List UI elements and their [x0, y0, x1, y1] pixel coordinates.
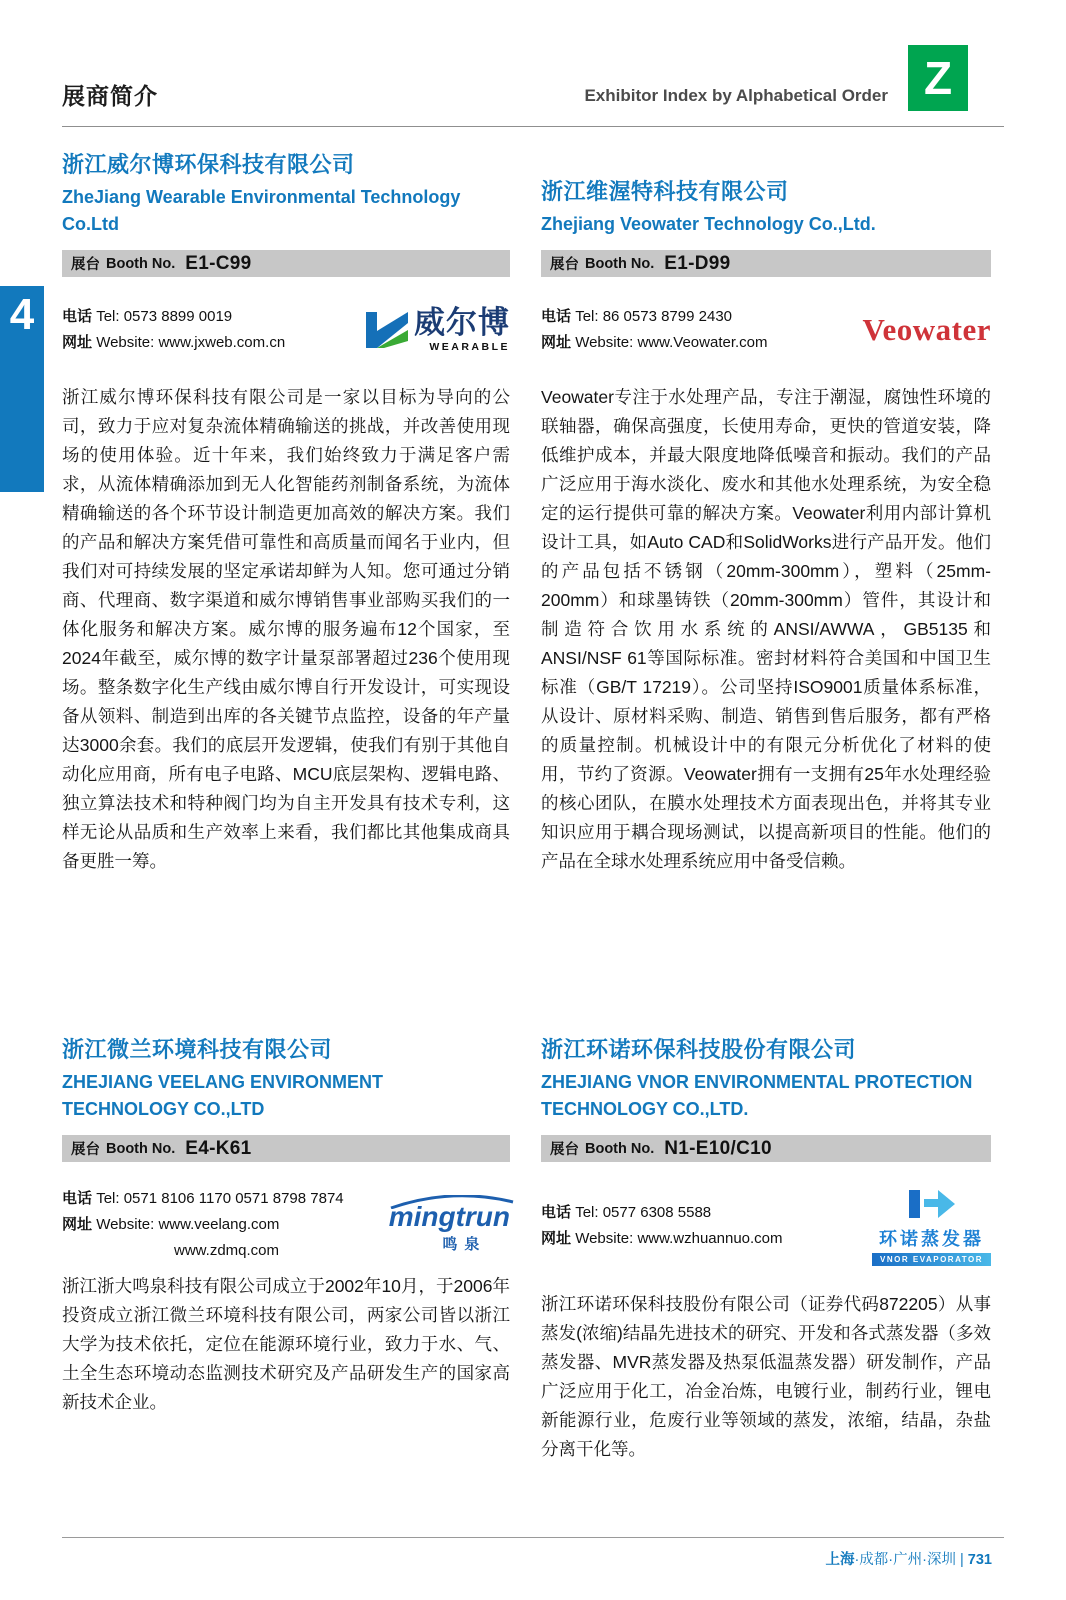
- website-line: [62, 1212, 344, 1238]
- veowater-logo: Veowater: [862, 312, 991, 347]
- company-description: 浙江威尔博环保科技有限公司是一家以目标为导向的公司，致力于应对复杂流体精确输送的挑战，并改善使用现场的使用体验。近十年来，我们始终致力于满足客户需求，从流体精确添加到无人化智能药剂制备系统，为流体精确输送的各个环节设计制造更加高效的解决方案。我们的产品和解决方案凭借可靠性和高质量而闻名于业内，但我们对可持续发展的坚定承诺却鲜为人知。您可通过分销商、代理商、数字渠道和威尔博销售事业部购买我们的一体化服务和解决方案。威尔博的服务遍布12个国家，至2024年截至，威尔博的数字计量泵部署超过236个使用现场。整条数字化生产线由威尔博自行开发设计，可实现设备从领料、制造到出库的各关键节点监控，设备的年产量达3000余套。我们的底层开发逻辑，使我们有别于其他自动化应用商，所有电子电路、MCU底层架构、逻辑电路、独立算法技术和特种阀门均为自主开发具有技术专利，这样无论从品质和生产效率上来看，我们都比其他集成商具备更胜一筹。: [62, 387, 510, 871]
- contact-row: [62, 301, 510, 359]
- header-divider: [62, 126, 1004, 127]
- wearable-logo: [364, 307, 510, 353]
- contact-lines: [541, 304, 768, 356]
- exhibitor-card-vnor: [541, 1035, 991, 1464]
- website-line: [62, 330, 285, 356]
- footer-city-primary: 上海: [825, 1552, 855, 1568]
- page-title-en: Exhibitor Index by Alphabetical Order: [584, 86, 888, 105]
- booth-label-cn: 展台: [550, 1142, 579, 1158]
- website-value: www.Veowater.com: [637, 334, 768, 351]
- footer-divider: [62, 1537, 1004, 1538]
- tel-line: [62, 1186, 344, 1212]
- booth-bar: [541, 1135, 991, 1162]
- vnor-logo-text: 环诺蒸发器: [879, 1229, 985, 1249]
- vnor-logo-subtext: VNOR EVAPORATOR: [872, 1253, 991, 1266]
- company-name-en: ZHEJIANG VNOR ENVIRONMENTAL PROTECTION TECHNOLOGY CO.,LTD.: [541, 1072, 973, 1119]
- contact-lines: [62, 1186, 344, 1264]
- website-value: www.wzhuannuo.com: [637, 1230, 783, 1247]
- wearable-logo-text: 威尔博: [414, 305, 510, 340]
- company-description: 浙江环诺环保科技股份有限公司（证券代码872205）从事蒸发(浓缩)结晶先进技术的研究、开发和各式蒸发器（多效蒸发器、MVR蒸发器及热泵低温蒸发器）研发制作，产品广泛应用于化工，冶金冶炼，电镀行业，制药行业，锂电新能源行业，危废行业等领域的蒸发，浓缩，结晶，杂盐分离干化等。: [541, 1294, 991, 1459]
- tel-label-cn: 电话: [541, 308, 572, 325]
- exhibitor-card-wearable: [62, 150, 510, 876]
- company-description: Veowater专注于水处理产品，专注于潮湿，腐蚀性环境的联轴器，确保高强度，长使用寿命，更快的管道安装，降低维护成本，并最大限度地降低噪音和振动。我们的产品广泛应用于海水淡化、废水和其他水处理系统，为安全稳定的运行提供可靠的解决方案。Veowater利用内部计算机设计工具，如Auto CAD和SolidWorks进行产品开发。他们的产品包括不锈钢（20mm-300mm），塑料（25mm-200mm）和球墨铸铁（20mm-300mm）管件，其设计和制造符合饮用水系统的ANSI/AWWA，GB5135和ANSI/NSF 61等国际标准。密封材料符合美国和中国卫生标准（GB/T 17219）。公司坚持ISO9001质量体系标准，从设计、原材料采购、制造、销售到售后服务，都有严格的质量控制。机械设计中的有限元分析优化了材料的使用，节约了资源。Veowater拥有一支拥有25年水处理经验的核心团队，在膜水处理技术方面表现出色，并将其专业知识应用于耦合现场测试，以提高新项目的性能。他们的产品在全球水处理系统应用中备受信赖。: [541, 387, 991, 871]
- wearable-logo-subtext: WEARABLE: [429, 341, 510, 353]
- website-line-2: [62, 1238, 344, 1264]
- website-value: www.jxweb.com.cn: [158, 334, 286, 351]
- company-name-cn: 浙江维渥特科技有限公司: [541, 179, 789, 204]
- contact-lines: [62, 304, 285, 356]
- tel-value: 0573 8899 0019: [123, 308, 233, 325]
- tel-label-cn: 电话: [62, 1190, 93, 1207]
- page-title-cn: 展商简介: [62, 83, 158, 109]
- booth-bar: [62, 1135, 510, 1162]
- section-number: 4: [9, 290, 35, 339]
- tel-label-en: Tel:: [575, 1204, 599, 1221]
- company-description: 浙江浙大鸣泉科技有限公司成立于2002年10月，于2006年投资成立浙江微兰环境科技有限公司，两家公司皆以浙江大学为技术依托，定位在能源环境行业，致力于水、气、土全生态环境动态监测技术研究及产品研发生产的国家高新技术企业。: [62, 1276, 510, 1412]
- website-label-cn: 网址: [62, 334, 93, 351]
- website-label-en: Website:: [96, 334, 155, 351]
- mingtrun-logo-subtext: 鸣泉: [442, 1235, 487, 1253]
- booth-number: E4-K61: [185, 1137, 252, 1159]
- tel-line: [62, 304, 285, 330]
- contact-row: [62, 1186, 510, 1264]
- booth-bar: [62, 250, 510, 277]
- booth-label-cn: 展台: [71, 1142, 100, 1158]
- booth-label-cn: 展台: [71, 257, 100, 273]
- company-name-en: Zhejiang Veowater Technology Co.,Ltd.: [541, 214, 876, 234]
- mingtrun-swoosh-icon: [389, 1195, 515, 1209]
- website-line: [541, 330, 768, 356]
- website-label-cn: 网址: [62, 1216, 93, 1233]
- tel-value: 86 0573 8799 2430: [602, 308, 732, 325]
- company-name-en: ZheJiang Wearable Environmental Technology Co.Ltd: [62, 187, 461, 234]
- tel-label-en: Tel:: [575, 308, 599, 325]
- website-label-en: Website:: [575, 334, 634, 351]
- tel-label-en: Tel:: [96, 1190, 120, 1207]
- website-label-cn: 网址: [541, 1230, 572, 1247]
- booth-label-en: Booth No.: [106, 255, 176, 272]
- company-name-cn: 浙江微兰环境科技有限公司: [62, 1037, 333, 1062]
- tel-label-cn: 电话: [62, 308, 93, 325]
- tel-value: 0571 8106 1170 0571 8798 7874: [123, 1190, 344, 1207]
- tel-label-cn: 电话: [541, 1204, 572, 1221]
- mingtrun-logo-text: mingtrun: [388, 1200, 510, 1232]
- wearable-logo-icon: [364, 310, 408, 350]
- footer-city-rest: ·成都·广州·深圳: [854, 1552, 956, 1568]
- booth-label-cn: 展台: [550, 257, 579, 273]
- vnor-logo: [872, 1186, 991, 1266]
- vnor-logo-icon: [905, 1186, 959, 1222]
- website-value-2: www.zdmq.com: [174, 1242, 280, 1259]
- booth-bar: [541, 250, 991, 277]
- tel-value: 0577 6308 5588: [602, 1204, 712, 1221]
- footer: [825, 1548, 992, 1569]
- booth-label-en: Booth No.: [585, 1140, 655, 1157]
- booth-number: N1-E10/C10: [664, 1137, 772, 1159]
- booth-number: E1-D99: [664, 252, 731, 274]
- booth-label-en: Booth No.: [585, 255, 655, 272]
- section-side-tab: [0, 286, 44, 492]
- company-name-en: ZHEJIANG VEELANG ENVIRONMENT TECHNOLOGY CO.,LTD: [62, 1072, 384, 1119]
- website-line: [541, 1226, 783, 1252]
- tel-label-en: Tel:: [96, 308, 120, 325]
- website-label-en: Website:: [96, 1216, 155, 1233]
- contact-row: [541, 1186, 991, 1266]
- tel-line: [541, 1200, 783, 1226]
- website-value: www.veelang.com: [158, 1216, 280, 1233]
- website-label-en: Website:: [575, 1230, 634, 1247]
- company-name-cn: 浙江环诺环保科技股份有限公司: [541, 1037, 857, 1062]
- wearable-logo-text-block: [414, 307, 510, 353]
- footer-page-number: 731: [967, 1552, 992, 1568]
- contact-lines: [541, 1200, 783, 1252]
- website-label-cn: 网址: [541, 334, 572, 351]
- booth-label-en: Booth No.: [106, 1140, 176, 1157]
- exhibitor-card-veowater: [541, 150, 991, 876]
- booth-number: E1-C99: [185, 252, 252, 274]
- footer-separator: |: [955, 1552, 968, 1568]
- alphabet-letter-badge: Z: [908, 45, 968, 111]
- company-name-cn: 浙江威尔博环保科技有限公司: [62, 152, 355, 177]
- contact-row: [541, 301, 991, 359]
- exhibitor-card-veelang: [62, 1035, 510, 1417]
- tel-line: [541, 304, 768, 330]
- mingtrun-logo: [389, 1197, 510, 1254]
